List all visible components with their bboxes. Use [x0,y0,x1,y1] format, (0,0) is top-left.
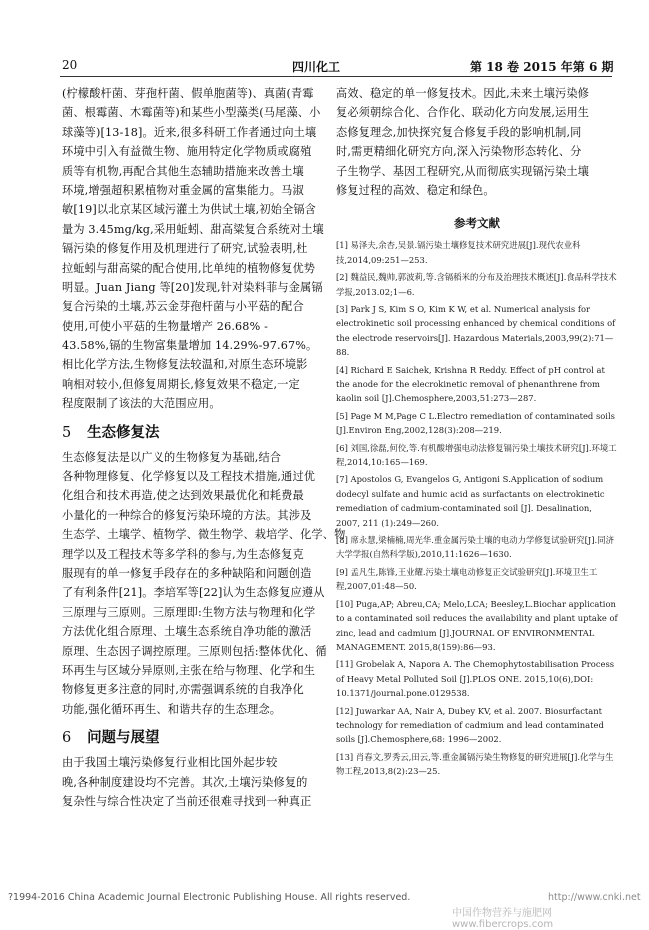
reference-item: [11] Grobelak A, Napora A. The Chemophytostabilisation Process of Heavy Metal Polluted Soil [J].PLOS ONE. 2015,10(6),DOI: 10.1371/journal.pone.0129538. [336,659,615,699]
reference-item: [5] Page M M,Page C L.Electro remediation of contaminated soils [J].Environ Eng,2002,128(3):208—219. [336,410,615,436]
text-line: 使用,可使小平菇的生物量增产 26.68% - [62,319,268,333]
text-line: 复杂性与综合性决定了当前还很难寻找到一种真正 [62,794,312,808]
reference-item: [10] Puga,AP; Abreu,CA; Melo,LCA; Beesley,L.Biochar application to a contaminated soil reduces the availability and plant uptake of zinc, lead and cadmium [J].JOURNAL OF ENVIRONMENTAL MANAGEMENT. 2015,8(159):86—93. [336,598,618,652]
text-line: 复合污染的土壤,苏云金芽孢杆菌与小平菇的配合 [62,300,304,314]
text-line: 相比化学方法,生物修复法较温和,对原生态环境影 [62,358,308,372]
section-title: 生态修复法 [87,424,160,441]
section-heading-6 [62,723,322,753]
journal-name: 四川化工 [292,60,341,74]
reference-item: [12] Juwarkar AA, Nair A, Dubey KV, et al. 2007. Biosurfactant technology for remediation of cadmium and lead contaminated soils [J].Chemosphere,68: 1996—2002. [336,705,604,745]
text-line: 生态学、土壤学、植物学、微生物学、栽培学、化学、物 [62,528,346,542]
text-line: 复必须朝综合化、合作化、联动化方向发展,运用生 [336,106,590,120]
text-line: 镉污染的修复作用及机理进行了研究,试验表明,杜 [62,242,308,256]
section6-paragraph [62,753,322,811]
reference-item: [7] Apostolos G, Evangelos G, Antigoni S.Application of sodium dodecyl sulfate and humic acid as surfactants on electrokinetic remediation of cadmium-contaminated soil [J]. Desalination, 2007, 211 (1):249—260. [336,474,605,528]
section-heading-5 [62,418,322,448]
watermark: 中国作物营养与施肥网 www.fibercrops.com [452,908,554,930]
text-line: 态修复理念,加快探究复合修复手段的影响机制,同 [336,125,582,139]
text-line: 化组合和技术再造,使之达到效果最优化和耗费最 [62,489,304,503]
text-line: 明显。Juan Jiang 等[20]发现,针对染料菲与金属镉 [62,280,323,294]
text-line: 物修复更多注意的同时,亦需强调系统的自我净化 [62,683,304,697]
text-line: 43.58%,镉的生物富集量增加 14.29%-97.67%。 [62,339,318,353]
text-line: 由于我国土壤污染修复行业相比国外起步较 [62,756,278,770]
page-number: 20 [62,58,78,72]
conclusion-paragraph [336,84,618,200]
copyright-notice: ?1994-2016 China Academic Journal Electronic Publishing House. All rights reserved. [8,892,411,903]
text-line: 质等有机物,再配合其他生态辅助措施来改善土壤 [62,164,304,178]
reference-item: [3] Park J S, Kim S O, Kim K W, et al. Numerical analysis for electrokinetic soil processing enhanced by chemical conditions of the electrode reservoirs[J]. Hazardous Materials,2003,99(2):71—88. [336,303,616,358]
text-line: 三原理与三原则。三原理即:生物方法与物理和化学 [62,605,316,619]
text-line: 了有利条件[21]。李培军等[22]认为生态修复应遵从 [62,586,325,600]
left-column [62,84,346,811]
text-line: 时,需更精细化研究方向,深入污染物形态转化、分 [336,145,582,159]
text-line: 响相对较小,但修复周期长,修复效果不稳定,一定 [62,377,300,391]
text-line: 生态修复法是以广义的生物修复为基础,结合 [62,450,282,464]
text-line: 各种物理修复、化学修复以及工程技术措施,通过优 [62,470,316,484]
running-header [0,58,649,74]
text-line: 理学以及工程技术等多学科的参与,为生态修复克 [62,547,304,561]
text-line: 菌、根霉菌、木霉菌等)和某些小型藻类(马尾藻、小 [62,106,321,120]
text-line: 子生物学、基因工程研究,从而彻底实现镉污染土壤 [336,164,590,178]
reference-item: [6] 刘国,徐磊,何佼,等.有机酸增强电动法修复镉污染土壤技术研究[J].环境工程,2014,10:165—169. [336,442,617,468]
references-heading: 参考文献 [454,216,500,231]
section-number: 5 [62,424,72,441]
text-line: 服现有的单一修复手段存在的多种缺陷和问题创造 [62,566,312,580]
section-number: 6 [62,730,72,747]
reference-item: [1] 易泽夫,余杏,吴景.镉污染土壤修复技术研究进展[J].现代农业科技,2014,09:251—253. [336,240,581,265]
intro-paragraph [62,84,322,414]
reference-item: [9] 孟凡生,陈锋,王业耀.污染土壤电动修复正交试验研究[J].环境卫生工程,2007,01:48—50. [336,566,598,592]
reference-item: [13] 肖春文,罗秀云,田云,等.重金属镉污染生物修复的研究进展[J].化学与生物工程,2013,8(2):23—25. [336,751,614,777]
text-line: 修复过程的高效、稳定和绿色。 [336,183,495,197]
section5-paragraph [62,448,346,719]
right-column [336,84,618,779]
text-line: (柠檬酸杆菌、芽孢杆菌、假单胞菌等)、真菌(青霉 [62,87,314,100]
text-line: 量为 3.45mg/kg,采用蚯蚓、甜高粱复合系统对土壤 [62,222,324,236]
text-line: 敏[19]以北京某区域污灌土为供试土壤,初始全镉含 [62,203,317,217]
text-line: 环再生与区域分异原则,主张在给与物理、化学和生 [62,663,316,677]
volume-issue: 第 18 卷 2015 年第 6 期 [470,60,614,74]
text-line: 原理、生态因子调控原理。三原则包括:整体优化、循 [62,644,327,658]
section-title: 问题与展望 [87,730,160,747]
text-line: 环境中引入有益微生物、施用特定化学物质或腐殖 [62,145,312,159]
text-line: 环境,增强超积累植物对重金属的富集能力。马淑 [62,183,304,197]
text-line: 拉蚯蚓与甜高粱的配合使用,比单纯的植物修复优势 [62,261,316,275]
cnki-link[interactable]: http://www.cnki.net [548,892,641,903]
text-line: 高效、稳定的单一修复技术。因此,未来土壤污染修 [336,87,590,100]
text-line: 程度限制了该法的大范围应用。 [62,397,221,411]
reference-item: [8] 席永慧,梁楠楠,周光华.重金属污染土壤的电动力学修复试验研究[J].同济大学学报(自然科学版),2010,11:1626—1630. [336,535,614,560]
reference-item: [2] 魏益民,魏帅,郭波莉,等.含镉稻米的分布及治理技术概述[J].食品科学技术学报,2013.02;1—6. [336,272,617,297]
text-line: 球藻等)[13-18]。近来,很多科研工作者通过向土壤 [62,125,317,139]
text-line: 功能,强化循环再生、和谐共存的生态理念。 [62,702,282,716]
header-rule [60,76,612,77]
text-line: 晚,各种制度建设均不完善。其次,土壤污染修复的 [62,775,308,789]
reference-list [336,238,618,778]
reference-item: [4] Richard E Saichek, Krishna R Reddy. Effect of pH control at the anode for the elecrokinetic removal of phenanthrene from kaolin soil [J].Chemosphere,2003,51:273—287. [336,364,605,404]
text-line: 方法优化组合原理、土壤生态系统自净功能的激活 [62,625,312,639]
text-line: 小量化的一种综合的修复污染环境的方法。其涉及 [62,508,312,522]
